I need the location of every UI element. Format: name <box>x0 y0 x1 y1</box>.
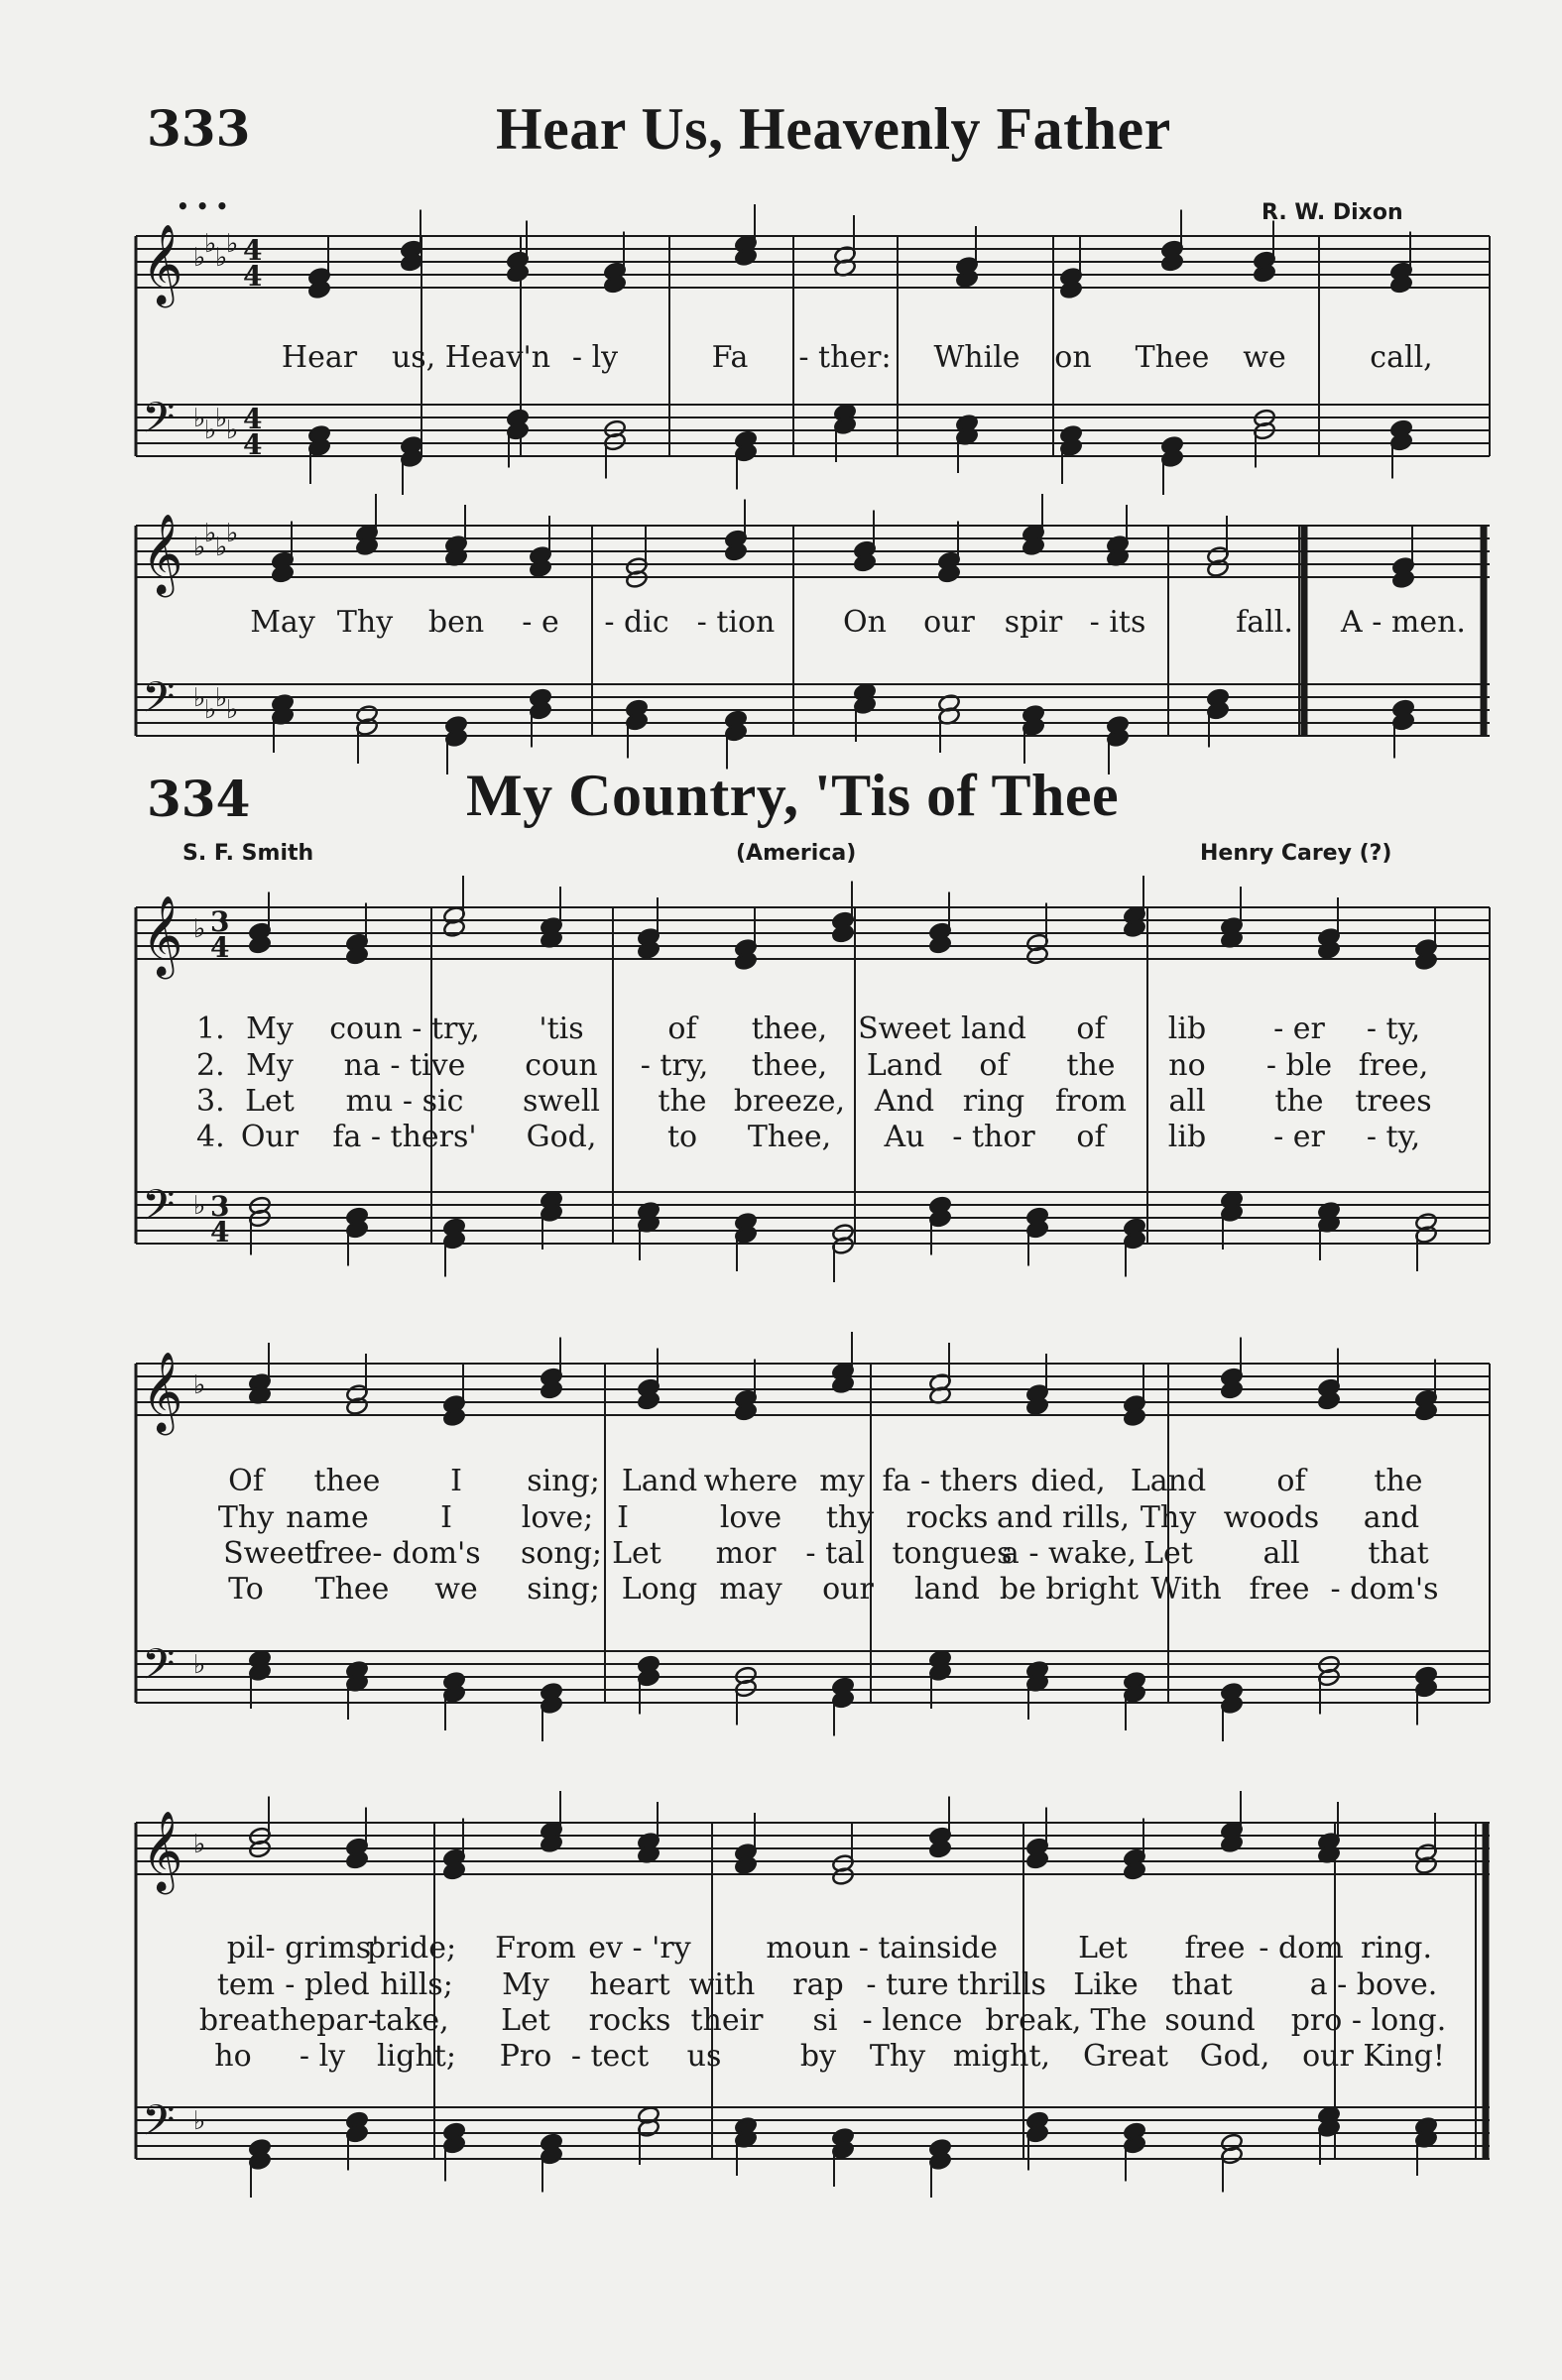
lyric-syllable: - ther: <box>798 340 892 375</box>
lyric-syllable: heart <box>589 1967 670 2002</box>
composer-credit: Henry Carey (?) <box>1200 841 1392 866</box>
lyric-syllable: I <box>450 1464 462 1498</box>
lyric-syllable: - ty, <box>1366 1012 1421 1046</box>
lyric-syllable: tem <box>216 1967 276 2002</box>
lyric-syllable: While <box>933 340 1021 375</box>
lyric-syllable: rap <box>792 1967 844 2002</box>
tune-name: (America) <box>736 841 857 866</box>
lyric-syllable: Thy <box>1140 1500 1197 1535</box>
lyric-syllable: - grims' <box>265 1931 380 1965</box>
lyric-syllable: - lence <box>862 2003 963 2038</box>
lyric-line <box>0 340 1562 380</box>
lyric-syllable: par- <box>316 2003 378 2038</box>
flat-sign-icon: ♭ <box>226 695 239 725</box>
lyric-syllable: from <box>1055 1084 1127 1119</box>
lyric-syllable: - ly <box>299 2039 346 2074</box>
lyric-syllable: breathe <box>198 2003 317 2038</box>
lyric-syllable: - ty, <box>1366 1120 1421 1154</box>
lyric-syllable: fa - thers' <box>332 1120 477 1154</box>
flat-sign-icon: ♭ <box>204 519 217 548</box>
lyric-syllable: of <box>1276 1464 1306 1498</box>
verse-line <box>0 1500 1562 1540</box>
verse-line <box>0 1967 1562 2007</box>
lyric-syllable: pil <box>226 1931 266 1965</box>
lyric-syllable: - ble <box>1265 1048 1333 1083</box>
verse-number: 3. <box>196 1084 225 1119</box>
lyric-syllable: land <box>960 1012 1027 1046</box>
lyric-syllable: our <box>923 605 975 640</box>
treble-clef-icon: 𝄞 <box>142 894 183 976</box>
lyric-syllable: And <box>874 1084 935 1119</box>
flat-sign-icon: ♭ <box>226 416 239 445</box>
bass-clef-icon: 𝄢 <box>142 1181 176 1241</box>
lyric-syllable: - dom <box>1259 1931 1344 1965</box>
treble-clef-icon: 𝄞 <box>142 223 183 304</box>
tempo-dots: • • • <box>177 194 229 218</box>
flat-sign-icon: ♭ <box>215 243 228 273</box>
verse-line <box>0 1572 1562 1611</box>
lyric-syllable: On <box>843 605 887 640</box>
lyric-syllable: From <box>495 1931 576 1965</box>
lyric-syllable: God, <box>526 1120 597 1154</box>
lyric-syllable: Land <box>1130 1464 1207 1498</box>
flat-sign-icon: ♭ <box>204 416 217 445</box>
lyric-syllable: on <box>1054 340 1092 375</box>
lyric-syllable: call, <box>1370 340 1433 375</box>
bass-clef-icon: 𝄢 <box>142 394 176 453</box>
lyric-syllable: moun <box>766 1931 851 1965</box>
lyric-syllable: - try, <box>640 1048 709 1083</box>
lyric-syllable: dom's <box>392 1536 481 1571</box>
lyric-syllable: no <box>1168 1048 1206 1083</box>
lyric-syllable: free <box>1249 1572 1310 1606</box>
verse-line <box>0 1931 1562 1970</box>
flat-sign-icon: ♭ <box>193 1830 206 1859</box>
lyric-syllable: all <box>1168 1084 1206 1119</box>
lyric-syllable: rocks <box>588 2003 671 2038</box>
lyric-syllable: Thy <box>217 1500 275 1535</box>
lyric-syllable: pride; <box>366 1931 457 1965</box>
lyric-syllable: swell <box>522 1084 601 1119</box>
verse-line <box>0 2003 1562 2043</box>
lyric-syllable: I <box>440 1500 452 1535</box>
lyric-syllable: breeze, <box>733 1084 846 1119</box>
lyric-syllable: name <box>286 1500 369 1535</box>
lyric-syllable: I <box>617 1500 629 1535</box>
verse-line <box>0 1084 1562 1124</box>
time-signature: 4 <box>243 260 263 293</box>
lyric-syllable: thee, <box>751 1012 828 1046</box>
lyric-syllable: - dic <box>604 605 669 640</box>
lyric-syllable: love <box>719 1500 782 1535</box>
flat-sign-icon: ♭ <box>193 683 206 713</box>
lyric-syllable: a - wake, <box>1001 1536 1138 1571</box>
lyric-syllable: we <box>434 1572 478 1606</box>
flat-sign-icon: ♭ <box>193 533 206 562</box>
lyric-syllable: a - bove. <box>1309 1967 1438 2002</box>
treble-clef-icon: 𝄞 <box>142 513 183 594</box>
lyric-syllable: light; <box>377 2039 456 2074</box>
lyric-syllable: of <box>1076 1120 1106 1154</box>
lyric-syllable: Let <box>1143 1536 1193 1571</box>
lyric-syllable: To <box>228 1572 264 1606</box>
lyric-syllable: Let <box>501 2003 550 2038</box>
lyric-syllable: Land <box>866 1048 943 1083</box>
flat-sign-icon: ♭ <box>193 2106 206 2136</box>
lyric-syllable: the <box>658 1084 707 1119</box>
lyric-syllable: side <box>936 1931 998 1965</box>
verse-line <box>0 1536 1562 1576</box>
lyric-syllable: Hear <box>281 340 358 375</box>
verse-line <box>0 1464 1562 1503</box>
lyric-syllable: sing; <box>527 1464 600 1498</box>
lyric-syllable: hills; <box>380 1967 453 2002</box>
lyric-syllable: land <box>913 1572 981 1606</box>
flat-sign-icon: ♭ <box>193 243 206 273</box>
lyric-syllable: lib <box>1167 1120 1207 1154</box>
lyric-syllable: tongues <box>892 1536 1013 1571</box>
lyric-syllable: my <box>819 1464 865 1498</box>
lyric-syllable: break, <box>985 2003 1082 2038</box>
verse-line <box>0 1048 1562 1088</box>
lyric-syllable: pro - long. <box>1290 2003 1447 2038</box>
lyric-syllable: ring <box>962 1084 1025 1119</box>
lyric-syllable: - tect <box>570 2039 650 2074</box>
lyric-syllable: to <box>666 1120 698 1154</box>
lyric-syllable: and rills, <box>996 1500 1131 1535</box>
lyric-syllable: thy <box>825 1500 875 1535</box>
lyric-syllable: - pled <box>285 1967 370 2002</box>
hymn-number: 334 <box>147 770 251 828</box>
author-credit: S. F. Smith <box>182 841 314 866</box>
time-signature: 3 <box>210 905 230 938</box>
lyric-syllable: the <box>1374 1464 1423 1498</box>
lyric-syllable: free <box>1184 1931 1246 1965</box>
lyric-syllable: Thy <box>869 2039 926 2074</box>
lyric-syllable: Sweet <box>223 1536 316 1571</box>
lyric-syllable: rocks <box>905 1500 989 1535</box>
lyric-syllable: - e <box>522 605 559 640</box>
treble-clef-icon: 𝄞 <box>142 1810 183 1891</box>
lyric-syllable: lib <box>1167 1012 1207 1046</box>
verse-number: 1. <box>196 1012 225 1046</box>
lyric-syllable: Long <box>621 1572 698 1606</box>
lyric-syllable: - ture <box>866 1967 949 2002</box>
lyric-syllable: - er <box>1273 1012 1325 1046</box>
lyric-syllable: us <box>686 2039 722 2074</box>
lyric-syllable: take, <box>374 2003 449 2038</box>
lyric-syllable: Fa <box>711 340 749 375</box>
lyric-syllable: Thy <box>336 605 394 640</box>
lyric-syllable: - ly <box>571 340 619 375</box>
time-signature: 4 <box>243 234 263 267</box>
lyric-syllable: - er <box>1273 1120 1325 1154</box>
lyric-syllable: 'tis <box>539 1012 584 1046</box>
bass-clef-icon: 𝄢 <box>142 673 176 733</box>
lyric-syllable: our King! <box>1302 2039 1445 2074</box>
lyric-syllable: us, Heav'n <box>391 340 551 375</box>
flat-sign-icon: ♭ <box>226 229 239 259</box>
lyric-syllable: fa - thers <box>882 1464 1019 1498</box>
bass-clef-icon: 𝄢 <box>142 1640 176 1700</box>
lyric-syllable: Thee <box>314 1572 390 1606</box>
lyric-syllable: with <box>688 1967 756 2002</box>
lyric-syllable: thee <box>313 1464 381 1498</box>
lyric-syllable: trees <box>1355 1084 1432 1119</box>
lyric-syllable: might, <box>952 2039 1051 2074</box>
lyric-syllable: ben <box>427 605 485 640</box>
time-signature: 4 <box>243 428 263 461</box>
lyric-syllable: Let <box>245 1084 295 1119</box>
lyric-syllable: Let <box>612 1536 661 1571</box>
lyric-syllable: My <box>246 1048 294 1083</box>
lyric-syllable: spir <box>1004 605 1063 640</box>
lyric-line <box>0 605 1562 645</box>
lyric-syllable: - dom's <box>1330 1572 1439 1606</box>
lyric-syllable: My <box>246 1012 294 1046</box>
lyric-syllable: that <box>1171 1967 1233 2002</box>
flat-sign-icon: ♭ <box>204 229 217 259</box>
lyric-syllable: love; <box>521 1500 594 1535</box>
lyric-syllable: si <box>812 2003 838 2038</box>
lyric-syllable: we <box>1243 340 1286 375</box>
verse-number: 2. <box>196 1048 225 1083</box>
lyric-syllable: their <box>690 2003 764 2038</box>
lyric-syllable: - tal <box>805 1536 865 1571</box>
lyric-syllable: Like <box>1073 1967 1139 2002</box>
time-signature: 3 <box>210 1190 230 1223</box>
lyric-syllable: thrills <box>957 1967 1046 2002</box>
lyric-syllable: all <box>1262 1536 1300 1571</box>
treble-clef-icon: 𝄞 <box>142 1351 183 1432</box>
lyric-syllable: died, <box>1030 1464 1106 1498</box>
lyric-syllable: mu - sic <box>345 1084 464 1119</box>
lyric-syllable: and <box>1363 1500 1420 1535</box>
lyric-syllable: The <box>1090 2003 1147 2038</box>
lyric-syllable: sound <box>1164 2003 1256 2038</box>
lyric-syllable: of <box>1076 1012 1106 1046</box>
lyric-syllable: Land <box>621 1464 698 1498</box>
lyric-syllable: coun <box>525 1048 598 1083</box>
flat-sign-icon: ♭ <box>193 404 206 433</box>
lyric-syllable: Our <box>240 1120 300 1154</box>
lyric-syllable: woods <box>1223 1500 1320 1535</box>
lyric-syllable: mor <box>715 1536 777 1571</box>
lyric-syllable: coun - try, <box>329 1012 480 1046</box>
verse-line <box>0 1120 1562 1159</box>
lyric-syllable: - tion <box>696 605 776 640</box>
lyric-syllable: free, <box>1358 1048 1429 1083</box>
lyric-syllable: May <box>250 605 315 640</box>
lyric-syllable: Of <box>228 1464 264 1498</box>
flat-sign-icon: ♭ <box>226 519 239 548</box>
lyric-syllable: Thee, <box>747 1120 832 1154</box>
time-signature: 4 <box>243 403 263 435</box>
lyric-syllable: Pro <box>499 2039 552 2074</box>
lyric-syllable: ev - 'ry <box>588 1931 691 1965</box>
lyric-syllable: Let <box>1078 1931 1128 1965</box>
flat-sign-icon: ♭ <box>193 914 206 944</box>
lyric-syllable: - its <box>1089 605 1146 640</box>
flat-sign-icon: ♭ <box>193 1191 206 1221</box>
lyric-syllable: na - tive <box>343 1048 466 1083</box>
lyric-syllable: of <box>979 1048 1009 1083</box>
lyric-syllable: ring. <box>1361 1931 1432 1965</box>
time-signature: 4 <box>210 931 230 964</box>
hymn-number: 333 <box>147 99 251 158</box>
flat-sign-icon: ♭ <box>193 1650 206 1680</box>
composer-credit: R. W. Dixon <box>1262 200 1403 225</box>
lyric-syllable: where <box>703 1464 798 1498</box>
verse-line <box>0 1012 1562 1051</box>
lyric-syllable: A - men. <box>1341 605 1466 640</box>
lyric-syllable: the <box>1274 1084 1324 1119</box>
lyric-syllable: - tain <box>858 1931 937 1965</box>
lyric-syllable: by <box>799 2039 837 2074</box>
lyric-syllable: - thor <box>952 1120 1035 1154</box>
lyric-syllable: Great <box>1082 2039 1169 2074</box>
flat-sign-icon: ♭ <box>193 1370 206 1400</box>
lyric-syllable: Sweet <box>858 1012 951 1046</box>
lyric-syllable: ho <box>214 2039 252 2074</box>
lyric-syllable: song; <box>520 1536 603 1571</box>
lyric-syllable: of <box>667 1012 697 1046</box>
lyric-syllable: may <box>719 1572 782 1606</box>
lyric-syllable: our <box>822 1572 874 1606</box>
lyric-syllable: sing; <box>527 1572 600 1606</box>
flat-sign-icon: ♭ <box>215 404 228 433</box>
verse-line <box>0 2039 1562 2079</box>
bass-clef-icon: 𝄢 <box>142 2096 176 2156</box>
flat-sign-icon: ♭ <box>215 683 228 713</box>
flat-sign-icon: ♭ <box>215 533 228 562</box>
hymn-title: Hear Us, Heavenly Father <box>496 96 1171 162</box>
flat-sign-icon: ♭ <box>204 695 217 725</box>
hymn-title: My Country, 'Tis of Thee <box>466 763 1120 828</box>
lyric-syllable: be bright <box>999 1572 1140 1606</box>
time-signature: 4 <box>210 1216 230 1249</box>
lyric-syllable: free- <box>311 1536 383 1571</box>
lyric-syllable: fall. <box>1236 605 1293 640</box>
lyric-syllable: thee, <box>751 1048 828 1083</box>
lyric-syllable: Thee <box>1135 340 1210 375</box>
lyric-syllable: that <box>1368 1536 1429 1571</box>
lyric-syllable: God, <box>1199 2039 1270 2074</box>
lyric-syllable: My <box>502 1967 549 2002</box>
lyric-syllable: With <box>1150 1572 1222 1606</box>
lyric-syllable: Au <box>884 1120 925 1154</box>
verse-number: 4. <box>196 1120 225 1154</box>
lyric-syllable: the <box>1066 1048 1116 1083</box>
